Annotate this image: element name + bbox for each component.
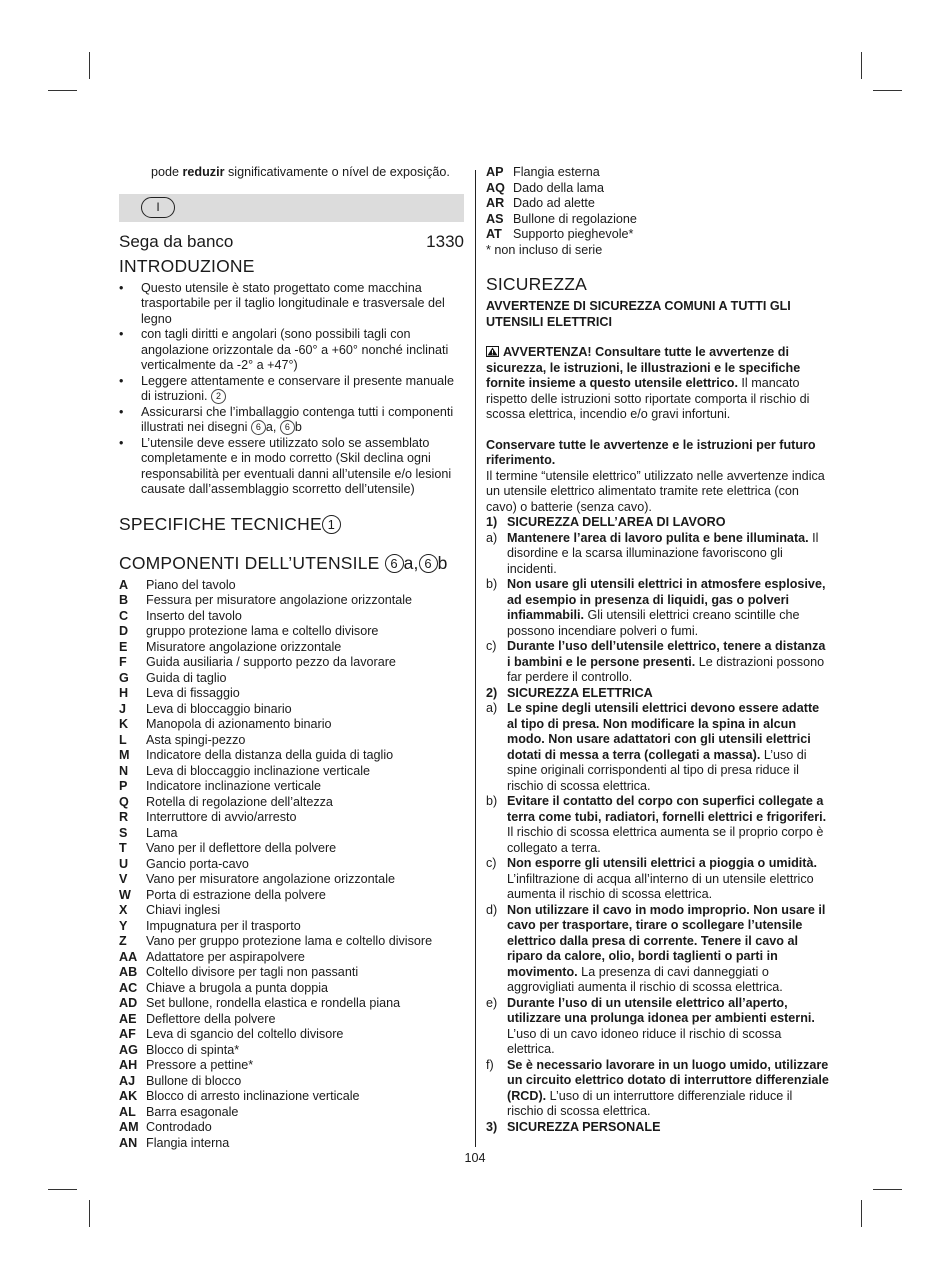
part-label: Inserto del tavolo [146,608,242,623]
part-code: V [119,872,128,886]
introduzione-title: INTRODUZIONE [119,255,255,276]
section-title: SICUREZZA PERSONALE [507,1119,661,1134]
section-number: 2) [486,685,498,700]
part-row [119,1089,464,1105]
part-label: Chiave a brugola a punta doppia [146,980,329,995]
part-row [119,996,464,1012]
part-row [119,748,464,764]
item-bold: Non usare gli utensili elettrici in atmosfere esplosive, ad esempio in presenza di liquidi, gas o polveri infiammabili. [507,577,826,622]
item-text [507,794,832,856]
part-code: E [119,639,128,654]
part-row [119,779,464,795]
part-label: Lama [146,825,178,840]
figure-ref: 6 [251,420,266,435]
part-row [119,934,464,950]
item-marker: a) [486,701,498,715]
item-marker: c) [486,639,497,653]
sicurezza-title: SICUREZZA [486,274,587,294]
part-row [119,640,464,656]
part-label: Flangia interna [146,1135,230,1150]
part-code: D [119,624,129,638]
part-code: AB [119,965,138,979]
part-code: A [119,577,129,592]
part-code: AP [486,165,504,179]
item-bold: Non esporre gli utensili elettrici a pioggia o umidità. [507,856,817,870]
item-bold: Evitare il contatto del corpo con superfici collegate a terra come tubi, radiatori, fornelli elettrici e frigoriferi. [507,794,827,824]
part-code: U [119,856,129,871]
part-row [486,181,832,197]
part-row [119,655,464,671]
part-code: L [119,732,127,747]
introduzione-list [119,281,464,498]
safety-item [486,531,832,578]
part-code: P [119,779,128,793]
part-code: S [119,825,128,840]
part-row [119,795,464,811]
part-row [119,826,464,842]
part-row [119,1043,464,1059]
item-marker: c) [486,856,497,870]
parts-list-continued [486,165,832,243]
part-row [119,624,464,640]
part-row [119,593,464,609]
item-text [507,639,832,686]
part-row [119,841,464,857]
part-label: gruppo protezione lama e coltello divisore [146,624,379,638]
part-code: Z [119,934,127,948]
part-code: T [119,841,127,855]
figure-ref: 6 [385,554,404,573]
part-label: Bullone di regolazione [513,211,637,226]
item-bold: Se è necessario lavorare in un luogo umido, utilizzare un circuito elettrico dotato di interruttore differenziale (RCD). [507,1057,829,1103]
part-label: Guida ausiliaria / supporto pezzo da lavorare [146,655,396,669]
item-text [507,856,832,903]
safety-sections [486,515,832,1135]
part-label: Vano per il deflettore della polvere [146,841,337,855]
item-bold: Le spine degli utensili elettrici devono essere adatte al tipo di presa. Non modificare la spina in alcun modo. Non usare adattatori con gli utensili elettrici dotati di messa a terra (collegati a massa). [507,701,820,762]
safety-item [486,1058,832,1120]
part-label: Blocco di arresto inclinazione verticale [146,1089,360,1103]
part-label: Gancio porta-cavo [146,856,249,871]
language-tab: I [141,197,175,218]
part-code: AT [486,227,502,241]
item-normal: L’uso di spine originali corrispondenti al tipo di presa riduce il rischio di scossa elettrica. [507,747,807,793]
part-row [119,919,464,935]
part-code: J [119,701,127,716]
part-row [119,671,464,687]
crop-mark [873,90,902,91]
part-code: AS [486,211,504,226]
crop-mark [48,90,77,91]
conserve-paragraph: Conservare tutte le avvertenze e le istruzioni per futuro riferimento. [486,437,816,467]
part-code: AE [119,1011,137,1026]
column-divider [475,170,476,1147]
part-row [119,950,464,966]
part-row [119,857,464,873]
part-code: F [119,655,127,669]
part-row [119,872,464,888]
part-row [119,888,464,904]
tool-heading [119,232,464,252]
warning-icon [486,346,499,357]
item-text [507,577,832,639]
item-marker: e) [486,995,498,1010]
item-marker: a) [486,530,498,545]
part-row [119,717,464,733]
part-label: Leva di bloccaggio binario [146,701,292,716]
part-label: Impugnatura per il trasporto [146,918,301,933]
item-marker: b) [486,577,498,591]
part-label: Pressore a pettine* [146,1058,254,1072]
right-column [486,165,832,1135]
item-normal: Il disordine e la scarsa illuminazione favoriscono gli incidenti. [507,530,819,576]
part-label: Leva di bloccaggio inclinazione verticale [146,763,371,778]
page-number: 104 [464,1151,486,1165]
item-normal: L’uso di un interruttore differenziale riduce il rischio di scossa elettrica. [507,1088,793,1118]
part-label: Porta di estrazione della polvere [146,887,326,902]
part-code: R [119,810,129,824]
part-label: Indicatore della distanza della guida di taglio [146,748,394,762]
part-code: G [119,670,129,685]
section-heading [486,1120,832,1136]
item-text [507,1058,832,1120]
item-normal: La presenza di cavi danneggiati o aggrovigliati aumenta il rischio di scossa elettrica. [507,964,783,994]
part-label: Supporto pieghevole* [513,227,634,241]
part-label: Coltello divisore per tagli non passanti [146,965,359,979]
part-row [119,1012,464,1028]
part-label: Leva di sgancio del coltello divisore [146,1027,344,1041]
part-label: Asta spingi-pezzo [146,732,246,747]
part-code: Y [119,918,128,933]
safety-item [486,903,832,996]
crop-mark [873,1189,902,1190]
item-bold: Durante l’uso dell’utensile elettrico, tenere a distanza i bambini e le persone presenti. [507,639,826,669]
item-text [507,701,832,794]
item-marker: d) [486,902,498,917]
part-label: Barra esagonale [146,1104,239,1119]
item-text [507,996,832,1058]
part-code: AC [119,980,138,995]
part-row [119,903,464,919]
crop-mark [861,1200,862,1227]
part-row [486,227,832,243]
part-code: K [119,717,129,731]
item-marker: f) [486,1057,494,1072]
part-label: Blocco di spinta* [146,1042,240,1057]
crop-mark [861,52,862,79]
figure-ref: 6 [419,554,438,573]
part-row [486,196,832,212]
part-code: AK [119,1089,138,1103]
part-code: W [119,887,131,902]
item-normal: Gli utensili elettrici creano scintille che possono incendiare polveri o fumi. [507,608,800,638]
warning-paragraph: AVVERTENZA! Consultare tutte le avvertenze di sicurezza, le istruzioni, le illustrazioni e le specifiche fornite insieme a questo utensile elettrico. Il mancato rispetto delle istruzioni sotto riportate comporta il rischio di scossa elettrica, incendio e/o gravi infortuni. [486,345,810,421]
part-label: Dado ad alette [513,196,595,210]
part-label: Guida di taglio [146,670,227,685]
part-label: Vano per misuratore angolazione orizzontale [146,872,395,886]
language-band [119,194,464,222]
figure-ref: 2 [211,389,226,404]
part-label: Indicatore inclinazione verticale [146,779,322,793]
part-code: AA [119,949,138,964]
section-heading [486,686,832,702]
part-label: Set bullone, rondella elastica e rondella piana [146,996,401,1010]
part-row [119,764,464,780]
carryover-line: pode reduzir significativamente o nível de exposição. [151,165,450,179]
part-label: Rotella di regolazione dell’altezza [146,794,333,809]
part-label: Leva di fissaggio [146,686,240,700]
part-label: Bullone di blocco [146,1073,242,1088]
list-item: • Leggere attentamente e conservare il presente manuale di istruzioni. 2 [119,374,464,405]
part-code: H [119,686,129,700]
left-column [119,165,464,1151]
part-label: Adattatore per aspirapolvere [146,949,305,964]
part-label: Piano del tavolo [146,577,236,592]
item-normal: Le distrazioni possono far perdere il controllo. [507,654,825,684]
section-number: 1) [486,515,498,529]
term-paragraph: Il termine “utensile elettrico” utilizzato nelle avvertenze indica un utensile elettrico alimentato tramite rete elettrica (con cavo) o batterie (senza cavo). [486,468,825,514]
part-label: Deflettore della polvere [146,1011,276,1026]
list-item: • Assicurarsi che l’imballaggio contenga tutti i componenti illustrati nei disegni 6 a, 6 b [119,405,464,436]
part-code: C [119,608,129,623]
part-code: M [119,748,130,762]
item-bold: Durante l’uso di un utensile elettrico all’aperto, utilizzare una prolunga idonea per ambienti esterni. [507,995,815,1025]
item-text [507,531,832,578]
crop-mark [48,1189,77,1190]
part-code: AR [486,196,505,210]
list-item: • Questo utensile è stato progettato come macchina trasportabile per il taglio longitudinale e trasversale del legno [119,281,464,328]
item-normal: L’infiltrazione di acqua all’interno di un utensile elettrico aumenta il rischio di scossa elettrica. [507,871,814,901]
part-row [119,1120,464,1136]
part-code: AF [119,1027,136,1041]
safety-item [486,639,832,686]
part-row [119,1136,464,1152]
item-normal: L’uso di un cavo idoneo riduce il rischio di scossa elettrica. [507,1026,782,1056]
section-title: SICUREZZA ELETTRICA [507,685,653,700]
item-marker: b) [486,794,498,808]
part-row [119,702,464,718]
specifiche-title: SPECIFICHE TECNICHE 1 [119,514,464,535]
part-label: Dado della lama [513,180,605,195]
item-text [507,903,832,996]
figure-ref: 1 [322,515,341,534]
safety-item [486,577,832,639]
crop-mark [89,52,90,79]
section-title: SICUREZZA DELL’AREA DI LAVORO [507,515,726,529]
part-row [119,810,464,826]
part-code: N [119,763,129,778]
part-code: AQ [486,180,505,195]
part-row [119,733,464,749]
item-bold: Non utilizzare il cavo in modo improprio. Non usare il cavo per trasportare, tirare o scollegare l’utensile elettrico dalla presa di corrente. Tenere il cavo al riparo da calore, olio, bordi taglienti o parti in movimento. [507,902,826,979]
part-code: Q [119,794,129,809]
part-label: Vano per gruppo protezione lama e coltello divisore [146,934,433,948]
figure-ref: 6 [280,420,295,435]
part-row [119,609,464,625]
part-row [119,1058,464,1074]
safety-item [486,996,832,1058]
tool-name: Sega da banco [119,231,234,251]
part-code: AN [119,1135,138,1150]
part-code: AH [119,1058,138,1072]
part-row [119,1027,464,1043]
safety-item [486,794,832,856]
item-normal: Il rischio di scossa elettrica aumenta se il proprio corpo è collegato a terra. [507,825,824,855]
part-code: AG [119,1042,138,1057]
tool-model: 1330 [426,231,464,251]
sicurezza-subtitle: AVVERTENZE DI SICUREZZA COMUNI A TUTTI GLI UTENSILI ELETTRICI [486,299,791,329]
part-label: Fessura per misuratore angolazione orizzontale [146,593,413,607]
section-number: 3) [486,1119,498,1134]
part-code: AL [119,1104,136,1119]
part-code: B [119,593,129,607]
part-row [119,965,464,981]
part-row [119,578,464,594]
list-item: • con tagli diritti e angolari (sono possibili tagli con angolazione orizzontale da -60° a +60° nonché inclinati verticalmente da -2° a +47°) [119,327,464,374]
part-label: Interruttore di avvio/arresto [146,810,297,824]
componenti-title: COMPONENTI DELL’UTENSILE 6 a, 6 b [119,552,448,573]
part-row [119,686,464,702]
item-bold: Mantenere l’area di lavoro pulita e bene illuminata. [507,530,809,545]
safety-item [486,701,832,794]
part-label: Manopola di azionamento binario [146,717,332,731]
part-row [119,981,464,997]
part-code: X [119,903,128,917]
crop-mark [89,1200,90,1227]
parts-list [119,578,464,1152]
parts-note: * non incluso di serie [486,242,603,257]
list-item: • L’utensile deve essere utilizzato solo se assemblato completamente e in modo corretto (Skil declina ogni responsabilità per eventuali danni all’utensile e/o lesioni causate dall’assemblaggio scorretto dell’utensile) [119,436,464,498]
part-row [486,212,832,228]
section-heading [486,515,832,531]
part-label: Misuratore angolazione orizzontale [146,639,342,654]
part-row [119,1105,464,1121]
part-code: AJ [119,1073,136,1088]
part-code: AD [119,996,138,1010]
part-label: Controdado [146,1120,212,1134]
part-label: Chiavi inglesi [146,903,221,917]
part-row [119,1074,464,1090]
part-row [486,165,832,181]
safety-item [486,856,832,903]
part-label: Flangia esterna [513,165,600,179]
part-code: AM [119,1120,139,1134]
